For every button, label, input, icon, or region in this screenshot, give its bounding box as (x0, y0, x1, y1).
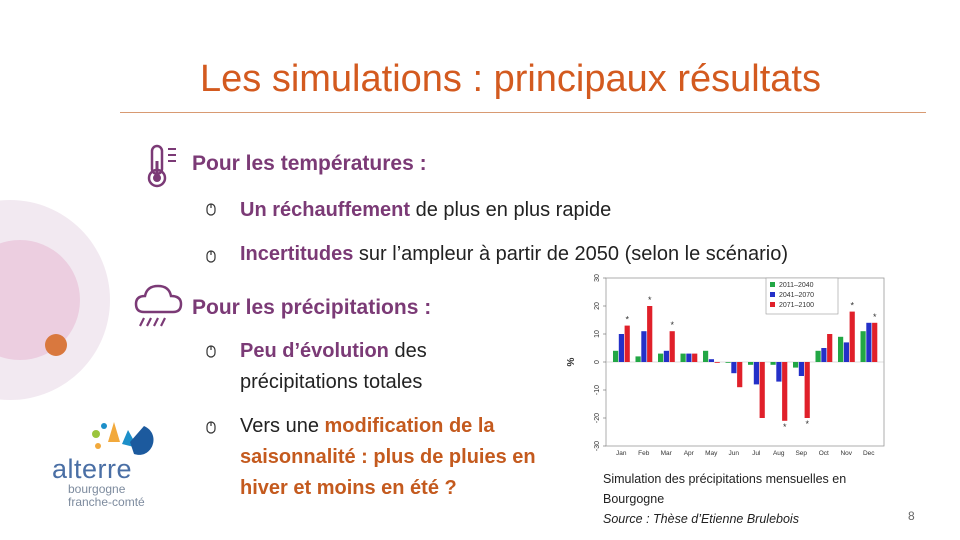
decorative-circle-orange (45, 334, 67, 356)
bar (613, 351, 618, 362)
chart-caption: Simulation des précipitations mensuelles en Bourgogne Source : Thèse d’Etienne Brulebois (603, 472, 847, 526)
bar (709, 359, 714, 362)
bar (799, 362, 804, 376)
x-tick-label: Jun (728, 450, 739, 457)
x-tick-label: Oct (818, 450, 829, 457)
significance-star: * (850, 300, 854, 311)
bar (681, 354, 686, 362)
temperature-bullet-1: Un réchauffement de plus en plus rapide (240, 199, 612, 221)
page-title: Les simulations : principaux résultats (200, 58, 821, 100)
bar (664, 351, 669, 362)
bar (658, 354, 663, 362)
chart-svg (558, 270, 888, 460)
y-tick-label: 0 (594, 360, 601, 364)
legend-label: 2041–2070 (779, 292, 815, 299)
page-number: 8 (908, 509, 915, 523)
significance-star: * (647, 295, 652, 305)
bar (816, 351, 821, 362)
significance-star: * (782, 421, 787, 432)
x-tick-label: Aug (772, 450, 785, 457)
bullet-mouse-icon (204, 202, 218, 216)
x-tick-label: Dec (862, 450, 875, 457)
x-tick-label: May (705, 450, 718, 457)
y-tick-label: 20 (594, 302, 601, 310)
rain-cloud-icon (134, 282, 184, 330)
x-tick-label: Apr (683, 450, 694, 457)
legend-label: 2071–2100 (779, 302, 815, 309)
significance-star: * (625, 314, 629, 325)
x-tick-label: Jan (616, 450, 627, 457)
significance-star: * (872, 311, 877, 322)
bar (821, 348, 826, 362)
bullet-mouse-icon (204, 420, 218, 434)
bar (754, 362, 759, 384)
bar (670, 331, 675, 362)
legend-swatch (770, 302, 775, 307)
bar (776, 362, 781, 382)
y-tick-label: 30 (594, 274, 601, 282)
bar (844, 342, 849, 362)
bar (771, 362, 776, 365)
x-tick-label: Jul (752, 450, 761, 457)
bullet-mouse-icon (204, 249, 218, 263)
bar (737, 362, 742, 387)
x-tick-label: Nov (840, 450, 853, 457)
bar (838, 337, 843, 362)
bar (793, 362, 798, 368)
bar (686, 354, 691, 362)
bar (782, 362, 787, 421)
legend-label: 2011–2040 (779, 282, 814, 289)
title-divider (120, 112, 926, 113)
bar (827, 334, 832, 362)
bullet-mouse-icon (204, 344, 218, 358)
bar (850, 312, 855, 362)
precipitation-chart (558, 270, 888, 460)
legend-swatch (770, 282, 775, 287)
bar (647, 306, 652, 362)
temperatures-heading: Pour les températures : (192, 152, 427, 175)
y-tick-label: -30 (594, 440, 601, 452)
bar (872, 323, 877, 362)
bar (715, 362, 720, 363)
x-tick-label: Sep (795, 450, 808, 457)
x-tick-label: Mar (660, 450, 672, 457)
bar (636, 356, 641, 362)
bar (861, 331, 866, 362)
logo-subtitle: bourgogne franche-comté (68, 482, 145, 509)
y-tick-label: -20 (594, 412, 601, 424)
bar (625, 326, 630, 362)
bar (748, 362, 753, 365)
significance-star: * (670, 320, 674, 331)
bar (703, 351, 708, 362)
temperature-bullet-2: Incertitudes sur l’ampleur à partir de 2050 (selon le scénario) (240, 243, 789, 265)
bar (866, 323, 871, 362)
bar (805, 362, 810, 418)
bar (692, 354, 697, 362)
bar (619, 334, 624, 362)
y-tick-label: 10 (594, 330, 601, 338)
bar (760, 362, 765, 418)
logo-name: alterre (52, 454, 133, 484)
thermometer-icon (146, 143, 182, 189)
bar (731, 362, 736, 373)
bar (641, 331, 646, 362)
legend-swatch (770, 292, 775, 297)
significance-star: * (805, 419, 809, 429)
precipitation-bullet-1: Peu d’évolution des précipitations totales (240, 340, 427, 393)
precipitation-bullet-2: Vers une modification de la saisonnalité : plus de pluies en hiver et moins en été ? (240, 415, 536, 499)
bar (726, 362, 731, 363)
y-axis-label: % (566, 357, 577, 367)
precipitations-heading: Pour les précipitations : (192, 296, 432, 319)
x-tick-label: Feb (638, 450, 650, 457)
y-tick-label: -10 (594, 384, 601, 396)
